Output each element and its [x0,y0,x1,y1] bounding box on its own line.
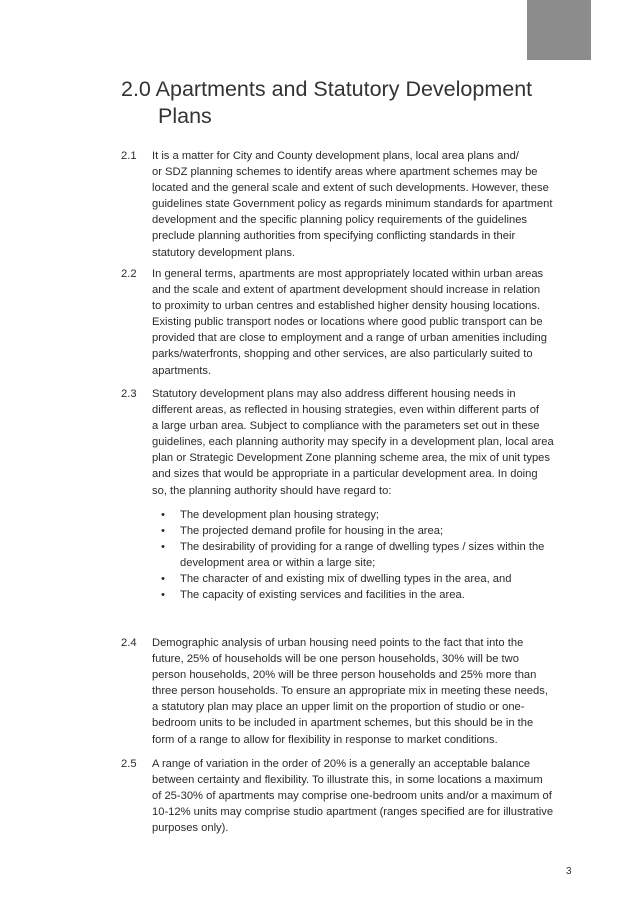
text-line: Existing public transport nodes or locations where good public transport can be [152,316,543,329]
bullet-text-continued: development area or within a large site; [180,557,376,570]
text-line: different areas, as reflected in housing strategies, even within different parts of [152,404,540,417]
list-item [161,523,591,539]
text-line: Statutory development plans may also address different housing needs in [152,388,516,400]
text-line: and the scale and extent of apartment development should increase in relation [152,284,541,297]
text-line: plan or Strategic Development Zone planning scheme area, the mix of unit types [152,452,550,465]
bullet-icon: • [161,573,165,586]
text-line: 10-12% units may comprise studio apartment (ranges specified are for illustrative [152,806,554,819]
section-number: 2.4 [121,637,137,649]
text-line: to proximity to urban centres and established higher density housing locations. [152,300,541,313]
text-line: provided that are close to employment and a range of urban amenities including [152,332,547,345]
text-line: so, the planning authority should have regard to: [152,484,392,497]
list-item [161,587,591,603]
title-line-2: Plans [158,104,212,128]
text-line: parks/waterfronts, shopping and other services, are also particularly suited to [152,348,533,361]
section-number: 2.3 [121,388,137,400]
section-paragraph [152,635,590,748]
section-paragraph [152,386,590,499]
section-paragraph [152,148,590,261]
page-number: 3 [566,866,572,877]
text-line: development and the specific planning policy requirements of the guidelines [152,214,528,227]
text-line: a statutory plan may place an upper limit on the proportion of studio or one- [152,701,525,714]
section-number: 2.1 [121,150,137,162]
text-line: guidelines, each planning authority may specify in a development plan, local area [152,436,554,449]
text-line: In general terms, apartments are most appropriately located within urban areas [152,268,544,280]
text-line: apartments. [152,364,212,377]
bullet-icon: • [161,525,165,538]
list-item [161,539,591,571]
text-line: and sizes that would be appropriate in a particular development area. In doing [152,468,538,481]
text-line: located and the general scale and extent of such developments. However, these [152,182,549,195]
section-tab-marker [527,0,591,60]
page-title [121,76,591,130]
list-item [161,571,591,587]
text-line: person households, 20% will be three person households and 25% more than [152,669,537,682]
section-paragraph [152,756,590,836]
text-line: form of a range to allow for flexibility in response to market conditions. [152,733,498,746]
text-line: future, 25% of households will be one person households, 30% will be two [152,653,519,666]
text-line: purposes only). [152,822,229,835]
text-line: a large urban area. Subject to compliance with the parameters set out in these [152,420,540,433]
title-line-1: 2.0 Apartments and Statutory Development [121,77,533,101]
bullet-text: The desirability of providing for a range of dwelling types / sizes within the [180,541,545,554]
text-line: Demographic analysis of urban housing need points to the fact that into the [152,637,524,649]
text-line: bedroom units to be included in apartment schemes, but this should be in the [152,717,534,730]
text-line: It is a matter for City and County development plans, local area plans and/ [152,150,519,162]
text-line: of 25-30% of apartments may comprise one-bedroom units and/or a maximum of [152,790,552,803]
text-line: A range of variation in the order of 20% is a generally an acceptable balance [152,758,531,770]
bullet-text: The capacity of existing services and facilities in the area. [180,589,465,602]
section-number: 2.5 [121,758,137,770]
bullet-icon: • [161,541,165,554]
section-number: 2.2 [121,268,137,280]
bullet-text: The projected demand profile for housing in the area; [180,525,444,538]
text-line: preclude planning authorities from specifying conflicting standards in their [152,230,516,243]
bullet-text: The development plan housing strategy; [180,509,380,521]
list-item [161,507,591,523]
text-line: statutory development plans. [152,246,296,259]
bullet-list [161,507,591,604]
text-line: or SDZ planning schemes to identify areas where apartment schemes may be [152,166,538,179]
text-line: guidelines state Government policy as regards minimum standards for apartment [152,198,553,211]
section-paragraph [152,266,590,379]
bullet-icon: • [161,509,165,521]
bullet-text: The character of and existing mix of dwelling types in the area, and [180,573,512,586]
text-line: between certainty and flexibility. To illustrate this, in some locations a maximum [152,774,543,787]
text-line: three person households. To ensure an appropriate mix in meeting these needs, [152,685,548,698]
bullet-icon: • [161,589,165,602]
